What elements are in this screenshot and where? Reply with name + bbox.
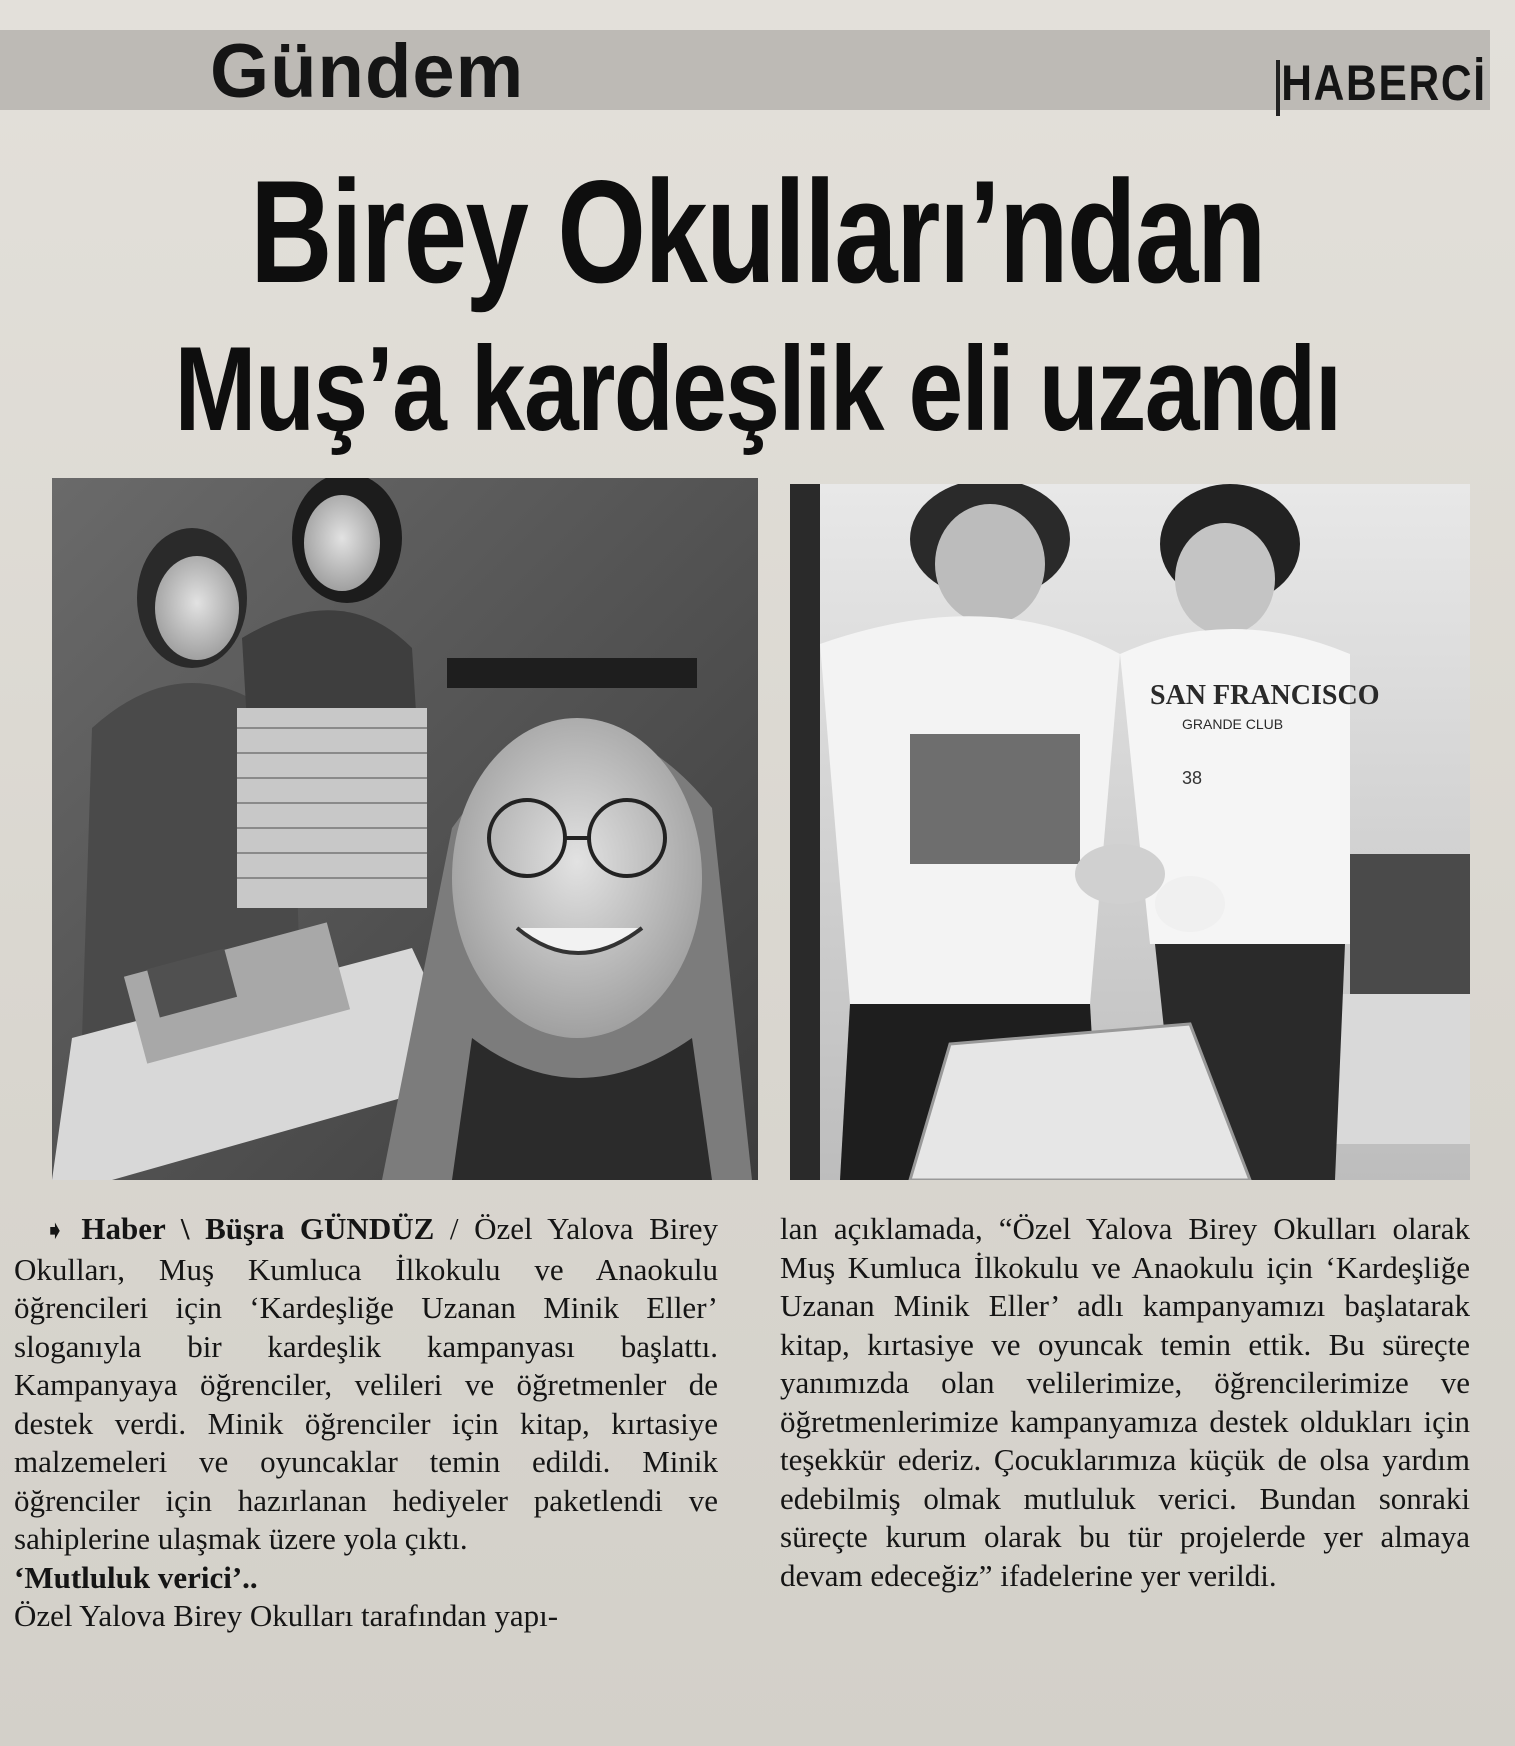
article-column-1 — [14, 1210, 718, 1636]
article-lead-paragraph — [14, 1210, 718, 1559]
shirt-print-text: SAN FRANCISCO — [1150, 680, 1380, 711]
headline-line-2: Muş’a kardeşlik eli uzandı — [174, 322, 1341, 456]
article-column-2 — [780, 1210, 1470, 1595]
headline-line-1: Birey Okulları’ndan — [250, 150, 1265, 313]
photo-girls-illustration — [52, 478, 758, 1180]
shirt-print-subtext: GRANDE CLUB — [1182, 716, 1284, 732]
photo-boys-packing — [790, 484, 1470, 1180]
brand-divider — [1276, 60, 1280, 116]
article-subheading: ‘Mutluluk verici’.. — [14, 1559, 258, 1595]
article-lead-text: / Özel Yalova Birey Okulları, Muş Kumluca İlkokulu ve Anaokulu öğrencileri için ‘Kardeşliğe Uzanan Minik Eller’ sloganıyla bir kardeşlik kampanyası başlattı. Kampanyaya öğrenciler, velileri ve öğretmenler de destek verdi. Minik öğrenciler için kitap, kırtasiye malzemeleri ve oyuncaklar temin edildi. Minik öğrenciler için hazırlanan hediyeler paketlendi ve sahiplerine ulaşmak üzere yola çıktı. — [14, 1211, 718, 1556]
newspaper-brand: HABERCİ — [1281, 55, 1487, 111]
photo-boys-illustration — [790, 484, 1470, 1180]
section-label: Gündem — [210, 29, 525, 114]
byline-arrow-icon: ➧ — [44, 1216, 66, 1246]
photo-girls-with-books — [52, 478, 758, 1180]
article-paragraph-2-continued: lan açıklamada, “Özel Yalova Birey Okulları olarak Muş Kumluca İlkokulu ve Anaokulu için ‘Kardeşliğe Uzanan Minik Eller’ adlı kampanyamızı başlatarak kitap, kırtasiye ve oyuncak temin ettik. Bu süreçte yanımızda olan velilerimize, öğrencilerimize ve öğretmenlerimize kampanyamıza destek oldukları için teşekkür ederiz. Çocuklarımıza küçük de olsa yardım edebilmiş olmak mutluluk verici. Bundan sonraki süreçte kurum olarak bu tür projelerde yer almaya devam edeceğiz” ifadelerine yer verildi. — [780, 1211, 1470, 1593]
shirt-print-number: 38 — [1182, 768, 1203, 788]
article-paragraph-2-start: Özel Yalova Birey Okulları tarafından yapı- — [14, 1598, 559, 1633]
byline: Haber \ Büşra GÜNDÜZ — [81, 1211, 435, 1246]
